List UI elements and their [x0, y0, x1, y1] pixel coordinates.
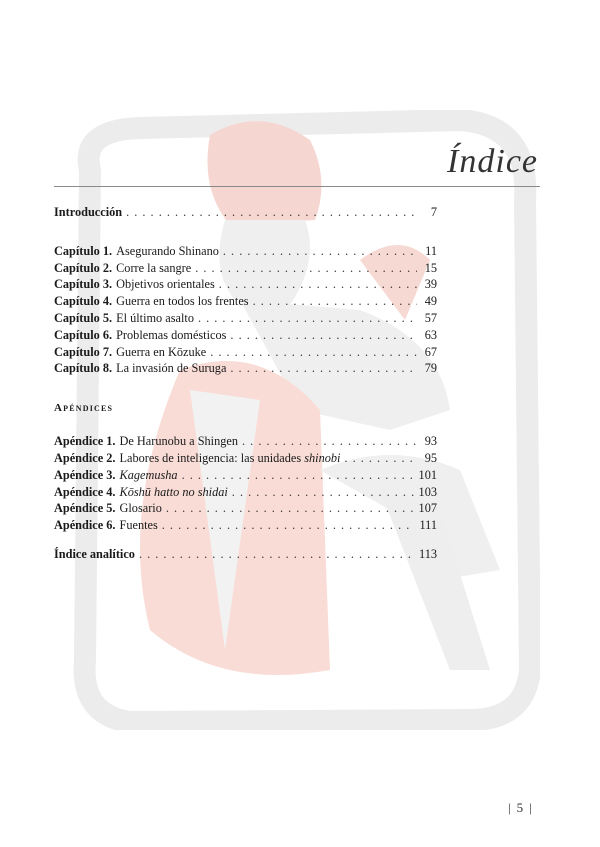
toc-entry-page: 79 — [424, 361, 437, 376]
toc-entry-appendix[interactable] — [54, 501, 437, 518]
toc-entry-title-text: La invasión de Suruga — [116, 361, 227, 376]
toc-entry-title — [120, 434, 239, 449]
toc-entry-label: Capítulo 8. — [54, 361, 113, 376]
toc-entry-index[interactable] — [54, 547, 437, 564]
dot-leader — [232, 485, 415, 500]
toc-entry-title — [120, 468, 178, 483]
toc-entry-page: 63 — [424, 327, 437, 342]
toc-entry-label: Apéndice 2. — [54, 450, 116, 465]
dot-leader — [195, 261, 417, 276]
toc-entry-page: 7 — [430, 205, 437, 219]
toc-entry-chapter[interactable] — [54, 328, 437, 345]
toc-entry-title-text: Guerra en Kōzuke — [116, 344, 207, 359]
toc-entry-page: 93 — [424, 434, 437, 449]
toc-entry-title-italic: Kōshū hatto no shidai — [119, 484, 228, 499]
toc-entry-chapter[interactable] — [54, 311, 437, 328]
toc-entry-title-text: Asegurando Shinano — [116, 243, 219, 258]
toc-entry-label: Capítulo 3. — [54, 277, 113, 292]
toc-entry-label: Capítulo 2. — [54, 260, 113, 275]
dot-leader — [126, 205, 417, 220]
toc-entry-title-text: De Harunobu a Shingen — [119, 434, 239, 449]
dot-leader — [210, 345, 417, 360]
toc-entry-title-text: Glosario — [119, 501, 162, 516]
toc-entry-title — [116, 361, 226, 376]
toc-entry-appendix[interactable] — [54, 518, 437, 535]
dot-leader — [139, 547, 415, 562]
dot-leader — [198, 311, 417, 326]
toc-entry-appendix[interactable] — [54, 485, 437, 502]
dot-leader — [162, 518, 416, 533]
toc-entry-label: Apéndice 3. — [54, 467, 116, 482]
dot-leader — [219, 277, 417, 292]
dot-leader — [223, 244, 417, 259]
toc-entry-title-text: Fuentes — [119, 518, 158, 533]
toc-entry-chapter[interactable] — [54, 261, 437, 278]
toc-entry-page: 39 — [424, 277, 437, 292]
chapter-list — [54, 244, 437, 378]
toc-entry-page: 107 — [418, 501, 437, 516]
toc-entry-title-text: Objetivos orientales — [116, 277, 215, 292]
toc-entry-page: 49 — [424, 294, 437, 309]
dot-leader — [230, 328, 417, 343]
dot-leader — [344, 451, 417, 466]
toc-entry-title-text: Guerra en todos los frentes — [116, 294, 249, 309]
toc-entry-title-text: Labores de inteligencia: las unidades — [119, 450, 305, 465]
dot-leader — [253, 294, 417, 309]
toc-entry-title — [116, 277, 215, 292]
toc-entry-title — [116, 328, 226, 343]
toc-entry-label: Capítulo 6. — [54, 327, 113, 342]
toc-entry-title-text: Corre la sangre — [116, 260, 192, 275]
toc-entry-label: Capítulo 7. — [54, 344, 113, 359]
toc-entry-chapter[interactable] — [54, 345, 437, 362]
toc-entry-label: Índice analítico — [54, 546, 135, 561]
page-number: | 5 | — [508, 800, 532, 815]
toc-entry-title — [120, 451, 341, 466]
appendix-heading: Apéndices — [54, 402, 114, 415]
dot-leader — [166, 501, 415, 516]
toc-entry-chapter[interactable] — [54, 361, 437, 378]
toc-entry-page: 15 — [424, 260, 437, 275]
toc-entry-page: 67 — [424, 344, 437, 359]
toc-entry-appendix[interactable] — [54, 434, 437, 451]
title-rule — [54, 186, 540, 187]
toc-entry-title — [116, 345, 206, 360]
toc-entry-title-text: El último asalto — [116, 310, 194, 325]
toc-entry-chapter[interactable] — [54, 294, 437, 311]
toc-entry-label: Apéndice 4. — [54, 484, 116, 499]
toc-entry-chapter[interactable] — [54, 277, 437, 294]
toc-entry-title — [116, 311, 194, 326]
toc-entry-label: Capítulo 1. — [54, 243, 113, 258]
toc-entry-title-italic: shinobi — [304, 450, 341, 465]
toc-entry-title — [120, 518, 158, 533]
toc-entry-title — [120, 485, 228, 500]
toc-entry-title — [120, 501, 162, 516]
toc-entry-appendix[interactable] — [54, 451, 437, 468]
toc-entry-page: 113 — [419, 546, 437, 561]
dot-leader — [182, 468, 415, 483]
dot-leader — [230, 361, 417, 376]
toc-entry-appendix[interactable] — [54, 468, 437, 485]
toc-entry-page: 95 — [424, 450, 437, 465]
toc-entry-page: 57 — [424, 310, 437, 325]
toc-entry-chapter[interactable] — [54, 244, 437, 261]
toc-entry-label: Introducción — [54, 205, 123, 219]
page-number-value: 5 — [516, 800, 524, 815]
toc-entry-title — [116, 294, 249, 309]
toc-entry-introduction[interactable] — [54, 205, 437, 222]
toc-entry-page: 101 — [418, 467, 437, 482]
page-title: Índice — [447, 143, 538, 180]
toc-entry-page: 11 — [425, 243, 437, 258]
toc-entry-page: 111 — [419, 518, 437, 533]
table-of-contents — [54, 205, 437, 564]
toc-entry-title-text: Problemas domésticos — [116, 327, 227, 342]
toc-entry-page: 103 — [418, 484, 437, 499]
appendix-list — [54, 434, 437, 535]
toc-entry-label: Apéndice 5. — [54, 501, 116, 516]
toc-entry-label: Apéndice 1. — [54, 434, 116, 449]
toc-entry-title — [116, 261, 191, 276]
toc-entry-title — [116, 244, 219, 259]
dot-leader — [242, 434, 417, 449]
toc-entry-label: Apéndice 6. — [54, 518, 116, 533]
toc-entry-title-italic: Kagemusha — [119, 467, 178, 482]
toc-entry-label: Capítulo 4. — [54, 294, 113, 309]
toc-entry-label: Capítulo 5. — [54, 310, 113, 325]
